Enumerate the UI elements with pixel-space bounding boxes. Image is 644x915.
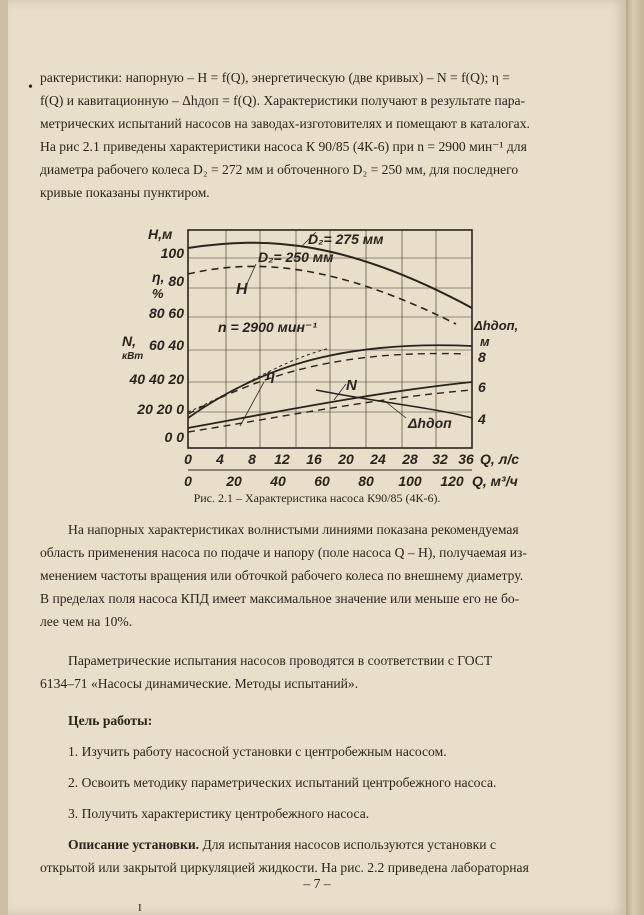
goal-item: 2. Освоить методику параметрических испытаний центробежного насоса. (68, 775, 497, 790)
axis-title-h: H,м (148, 226, 173, 242)
description-text: Для испытания насосов используются установки с (199, 837, 496, 852)
margin-mark: I (138, 902, 142, 914)
left-tick-label: 20 20 0 (137, 401, 184, 417)
figure-caption: Рис. 2.1 – Характеристика насоса К90/85 (4К-6). (193, 491, 441, 505)
text-line: рактеристики: напорную – H = f(Q), энергетическую (две кривых) – N = f(Q); η = (40, 70, 510, 85)
x-tick-ls: 20 (338, 451, 354, 467)
x-tick-ls: 4 (216, 451, 224, 467)
text-line: менением частоты вращения или обточкой рабочего колеса по внешнему диаметру. (40, 568, 524, 583)
dh-curve (316, 390, 472, 418)
left-tick-label: 80 (168, 273, 184, 289)
axis-unit-n: кВт (122, 351, 144, 362)
x-axis-label-m3h: Q, м³/ч (472, 473, 518, 489)
x-tick-m3h: 20 (226, 473, 242, 489)
page-edge (626, 0, 644, 915)
text-line: кривые показаны пунктиром. (40, 185, 210, 200)
label-n-curve: N (346, 377, 357, 394)
description-line (40, 833, 596, 856)
text-line: открытой или закрытой циркуляцией жидкости. На рис. 2.2 приведена лабораторная (40, 860, 529, 875)
x-tick-m3h: 40 (270, 473, 286, 489)
left-tick-label: 40 40 20 (129, 371, 184, 387)
label-d250: D₂= 250 мм (258, 249, 334, 265)
eta-curve-250 (188, 354, 466, 414)
label-eta-curve: η (266, 367, 276, 384)
label-speed: n = 2900 мин⁻¹ (218, 319, 317, 335)
left-tick-label: 80 60 (148, 305, 184, 321)
axis-title-dh: Δhдоп, (474, 318, 519, 333)
page-number: – 7 – (303, 876, 331, 891)
text-line: лее чем на 10%. (40, 614, 133, 629)
book-page (8, 0, 626, 915)
x-tick-m3h: 120 (440, 473, 464, 489)
x-tick-m3h: 60 (314, 473, 330, 489)
x-tick-ls: 32 (432, 451, 448, 467)
description-heading: Описание установки. (68, 837, 200, 852)
intro-paragraph (40, 66, 596, 204)
x-tick-m3h: 80 (358, 473, 374, 489)
text-line: В пределах поля насоса КПД имеет максимальное значение или меньше его не бо- (40, 591, 520, 606)
x-tick-m3h: 100 (398, 473, 422, 489)
x-tick-ls: 24 (370, 451, 386, 467)
text-line: На напорных характеристиках волнистыми линиями показана рекомендуемая (68, 522, 519, 537)
x-tick-m3h: 0 (184, 473, 192, 489)
x-tick-ls: 16 (306, 451, 322, 467)
x-axis-label-ls: Q, л/с (480, 451, 520, 467)
left-tick-label: 100 (160, 245, 184, 261)
goal-heading: Цель работы: (68, 713, 153, 728)
text-line: диаметра рабочего колеса D₂ = 272 мм и обточенного D₂ = 250 мм, для последнего (40, 162, 519, 177)
x-tick-ls: 0 (184, 451, 192, 467)
body-text (40, 518, 596, 879)
text-line: метрических испытаний насосов на заводах-изготовителях и помещают в каталогах. (40, 116, 530, 131)
x-tick-ls: 36 (458, 451, 474, 467)
axis-title-eta: η, (152, 269, 165, 285)
x-tick-ls: 12 (274, 451, 290, 467)
axis-title-n: N, (122, 333, 136, 349)
label-h-curve: H (236, 281, 248, 298)
axis-unit-eta: % (152, 286, 164, 301)
text-line: На рис 2.1 приведены характеристики насоса К 90/85 (4К-6) при n = 2900 мин⁻¹ для (40, 139, 527, 154)
right-tick-label: 8 (478, 349, 486, 365)
goal-item: 1. Изучить работу насосной установки с центробежным насосом. (68, 744, 447, 759)
left-tick-label: 60 40 (148, 337, 184, 353)
x-tick-ls: 28 (402, 451, 418, 467)
left-tick-label: 0 0 (164, 429, 184, 445)
label-d275: D₂= 275 мм (308, 231, 384, 247)
axis-unit-dh: м (480, 334, 490, 349)
text-line: область применения насоса по подаче и напору (поле насоса Q – H), получаемая из- (40, 545, 527, 560)
text-line: Параметрические испытания насосов проводятся в соответствии с ГОСТ (68, 653, 493, 668)
pump-characteristic-chart (116, 222, 536, 492)
right-tick-label: 6 (478, 379, 486, 395)
margin-dot: • (28, 80, 33, 95)
x-tick-ls: 8 (248, 451, 256, 467)
goal-item: 3. Получить характеристику центробежного насоса. (68, 806, 370, 821)
label-dh-curve: Δhдоп (408, 415, 452, 431)
text-line: f(Q) и кавитационную – Δhдоп = f(Q). Характеристики получают в результате пара- (40, 93, 526, 108)
h-curve-250 (188, 266, 456, 324)
text-line: 6134–71 «Насосы динамические. Методы испытаний». (40, 676, 359, 691)
right-tick-label: 4 (478, 411, 486, 427)
